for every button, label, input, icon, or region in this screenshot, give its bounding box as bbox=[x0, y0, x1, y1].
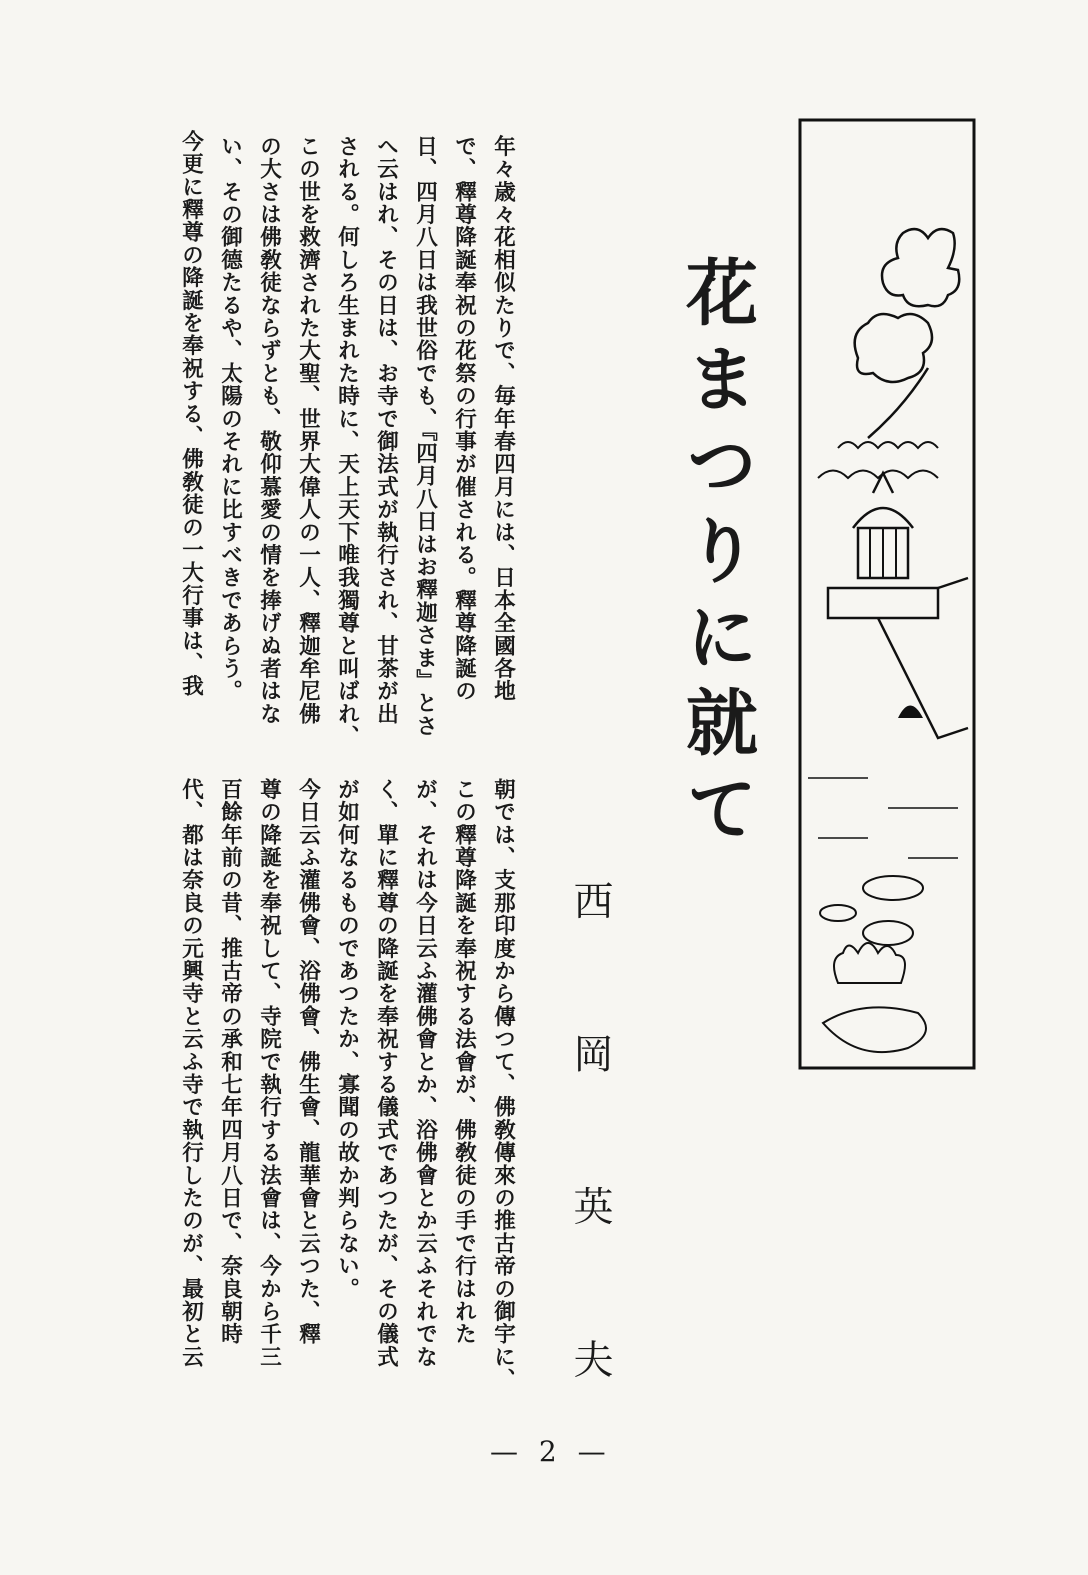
text-column: 尊の降誕を奉祝して、寺院で執行する法會は、今から千三 bbox=[256, 778, 282, 1369]
text-column: この釋尊降誕を奉祝する法會が、佛敎徒の手で行はれた bbox=[451, 778, 477, 1346]
text-column: く、單に釋尊の降誕を奉祝する儀式であつたが、その儀式 bbox=[373, 778, 399, 1369]
text-column: 代、都は奈良の元興寺と云ふ寺で執行したのが、最初と云 bbox=[178, 778, 204, 1369]
text-column: 今更に釋尊の降誕を奉祝する、佛敎徒の一大行事は、我 bbox=[178, 130, 204, 698]
text-column: が、それは今日云ふ灌佛會とか、浴佛會とか云ふそれでな bbox=[412, 778, 438, 1369]
text-column: へ云はれ、その日は、お寺で御法式が執行され、甘茶が出 bbox=[373, 135, 399, 726]
text-column: 日、四月八日は我世俗でも、『四月八日はお釋迦さま』とさ bbox=[412, 135, 438, 738]
text-column: い、その御德たるや、太陽のそれに比すべきであらう。 bbox=[217, 135, 243, 703]
text-column: の大さは佛敎徒ならずとも、敬仰慕愛の情を捧げぬ者はな bbox=[256, 135, 282, 726]
text-column: される。何しろ生まれた時に、天上天下唯我獨尊と叫ばれ、 bbox=[334, 135, 360, 748]
text-column: で、釋尊降誕奉祝の花祭の行事が催される。釋尊降誕の bbox=[451, 135, 477, 703]
text-column: が如何なるものであつたか、寡聞の故か判らない。 bbox=[334, 778, 360, 1301]
pagoda-lotus-illustration bbox=[798, 118, 976, 1070]
author-name: 西 岡 英 夫 bbox=[567, 880, 613, 1429]
text-column: 朝では、支那印度から傳つて、佛敎傳來の推古帝の御宇に、 bbox=[490, 778, 516, 1391]
page-number: — 2 — bbox=[490, 1435, 612, 1468]
article-title: 花まつりに就て bbox=[674, 255, 759, 857]
text-column: この世を救濟された大聖、世界大偉人の一人、釋迦牟尼佛 bbox=[295, 135, 321, 726]
text-column: 百餘年前の昔、推古帝の承和七年四月八日で、奈良朝時 bbox=[217, 778, 243, 1346]
text-column: 今日云ふ灌佛會、浴佛會、佛生會、龍華會と云つた、釋 bbox=[295, 778, 321, 1346]
text-column: 年々歳々花相似たりで、毎年春四月には、日本全國各地 bbox=[490, 135, 516, 703]
